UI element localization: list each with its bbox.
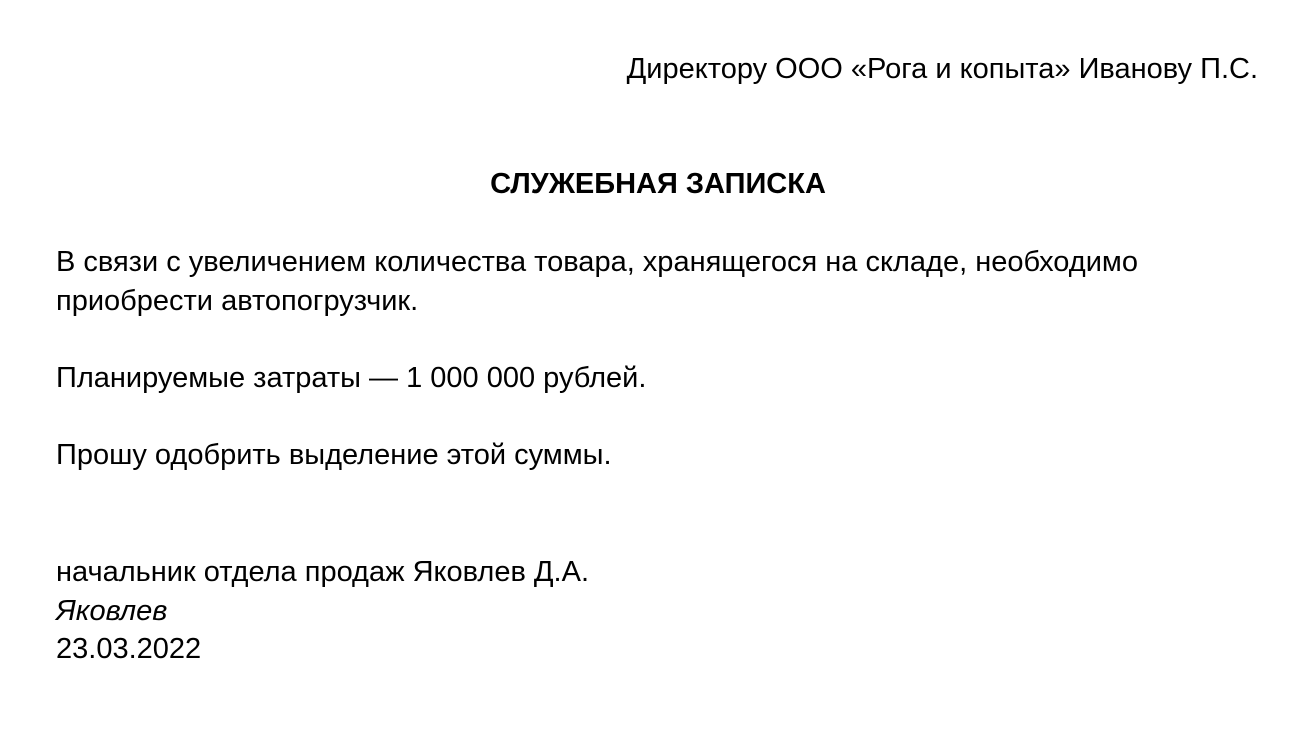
- signature-block: [56, 553, 589, 669]
- body-paragraph-reason: В связи с увеличением количества товара, хранящегося на складе, необходимо приобрести автопогрузчик.: [56, 246, 1138, 317]
- body-paragraph-cost: Планируемые затраты — 1 000 000 рублей.: [56, 362, 647, 394]
- document-date: 23.03.2022: [56, 633, 202, 665]
- document-title: СЛУЖЕБНАЯ ЗАПИСКА: [490, 168, 826, 200]
- author-position: начальник отдела продаж Яковлев Д.А.: [56, 556, 590, 588]
- handwritten-signature: Яковлев: [56, 594, 168, 627]
- body-paragraph-request: Прошу одобрить выделение этой суммы.: [56, 439, 612, 471]
- addressee-line: Директору ООО «Рога и копыта» Иванову П.С.: [626, 53, 1258, 85]
